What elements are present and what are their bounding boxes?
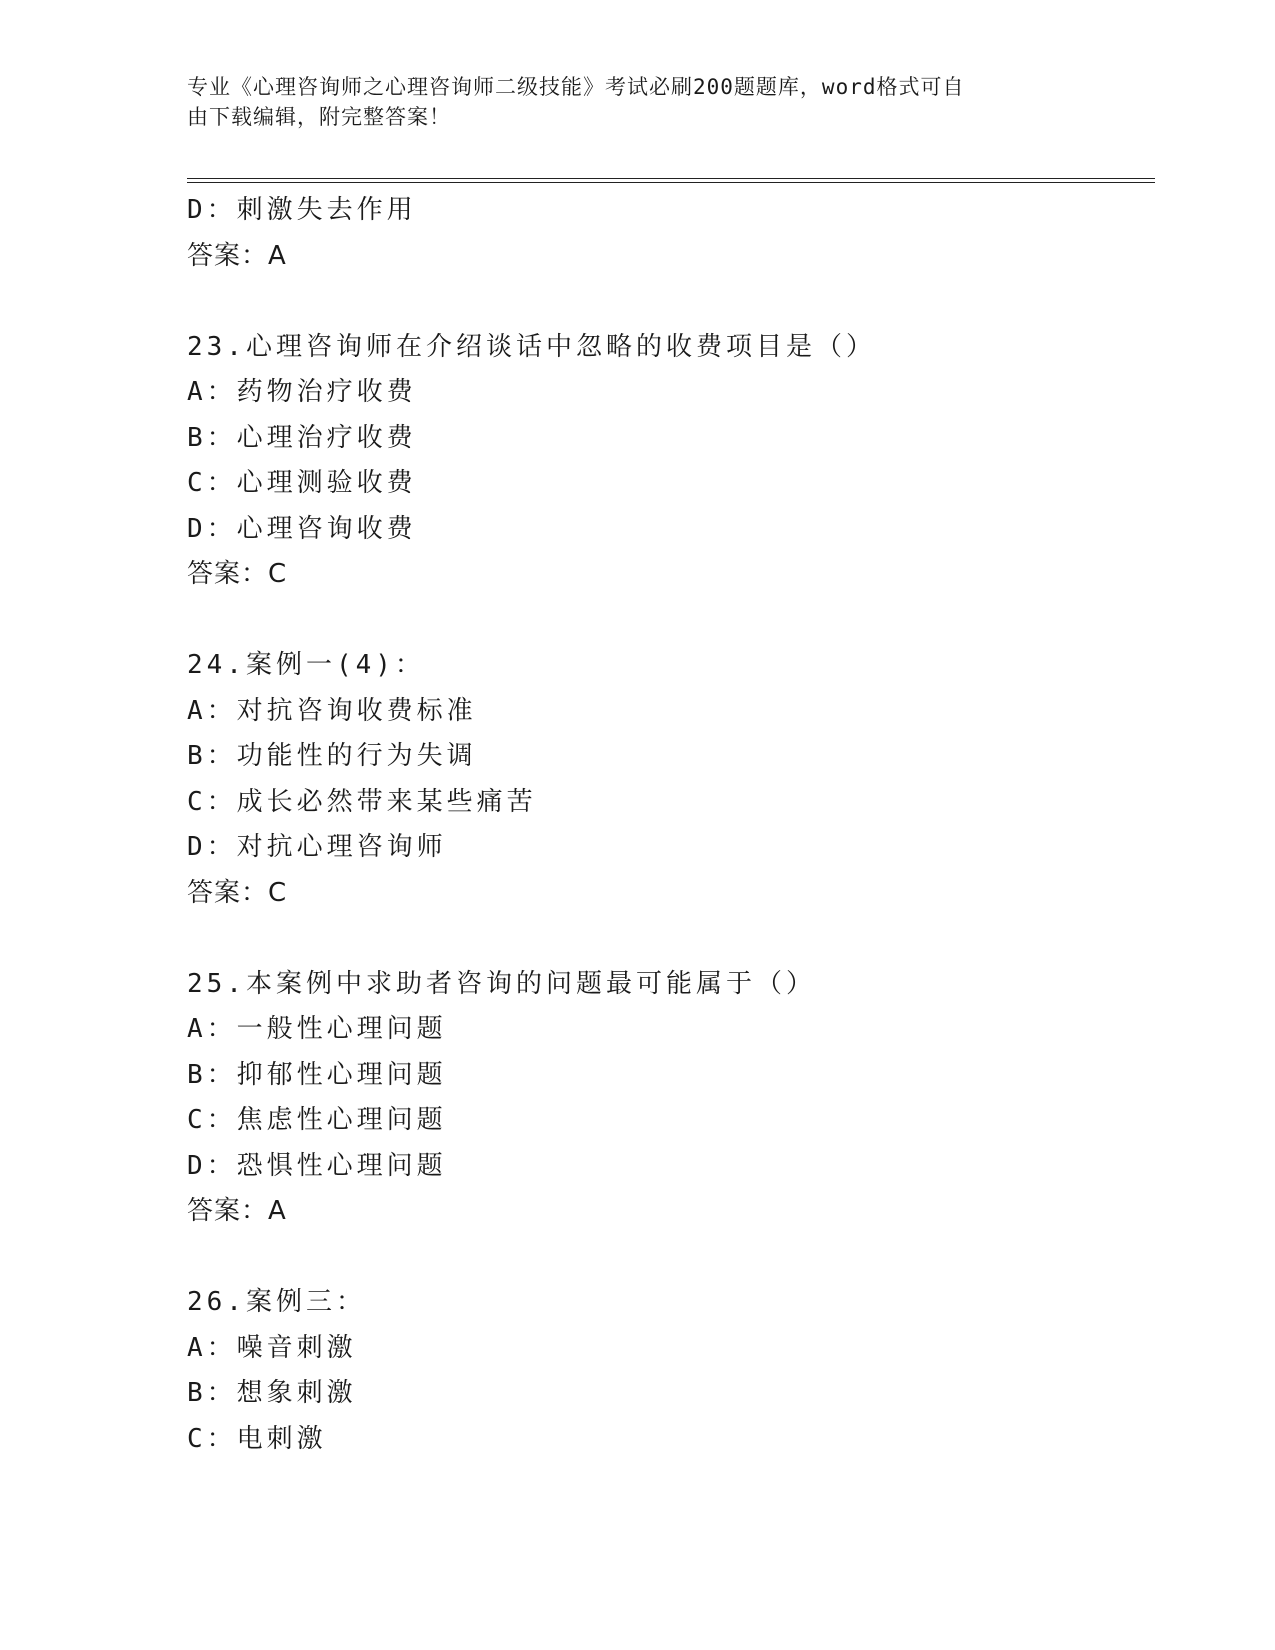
option-c: C：心理测验收费 <box>187 468 417 498</box>
spacer <box>187 916 1155 962</box>
header-line-2: 由下载编辑，附完整答案！ <box>187 105 451 129</box>
question-stem: 26.案例三： <box>187 1287 366 1317</box>
document-header <box>187 72 1067 132</box>
option-a: A：对抗咨询收费标准 <box>187 695 477 726</box>
option-a: A：噪音刺激 <box>187 1332 357 1363</box>
option-b: B：想象刺激 <box>187 1378 357 1408</box>
question-stem: 25.本案例中求助者咨询的问题最可能属于（） <box>187 968 816 999</box>
option-b: B：抑郁性心理问题 <box>187 1059 447 1090</box>
question-stem: 23.心理咨询师在介绍谈话中忽略的收费项目是（） <box>187 331 876 362</box>
question-stem: 24.案例一(4)： <box>187 650 425 680</box>
header-double-rule <box>187 178 1155 183</box>
header-line-1: 专业《心理咨询师之心理咨询师二级技能》考试必刷200题题库，word格式可自 <box>187 75 965 99</box>
spacer <box>187 1235 1155 1281</box>
answer-line: 答案：A <box>187 1196 287 1226</box>
question-list <box>187 188 1155 1462</box>
option-c: C：成长必然带来某些痛苦 <box>187 786 537 817</box>
option-c: C：焦虑性心理问题 <box>187 1105 447 1135</box>
spacer <box>187 279 1155 325</box>
option-a: A：药物治疗收费 <box>187 377 417 407</box>
answer-line: 答案：C <box>187 559 288 589</box>
option-d: D：恐惧性心理问题 <box>187 1150 447 1181</box>
option-a: A：一般性心理问题 <box>187 1014 447 1044</box>
answer-line: 答案：A <box>187 240 287 271</box>
option-b: B：心理治疗收费 <box>187 422 417 453</box>
option-d: D：对抗心理咨询师 <box>187 832 447 862</box>
option-d: D：心理咨询收费 <box>187 513 417 544</box>
answer-line: 答案：C <box>187 877 288 908</box>
option-d: D：刺激失去作用 <box>187 195 417 225</box>
spacer <box>187 598 1155 644</box>
option-c: C：电刺激 <box>187 1423 327 1454</box>
option-b: B：功能性的行为失调 <box>187 741 477 771</box>
